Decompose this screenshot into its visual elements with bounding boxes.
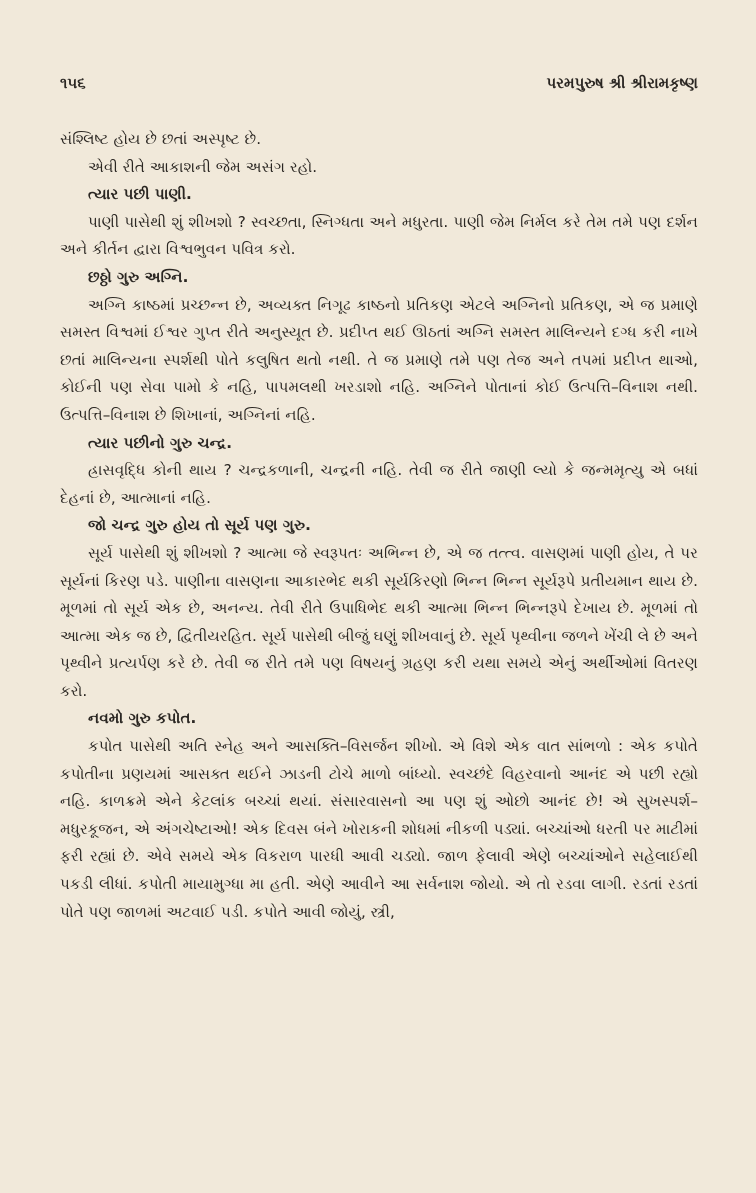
page-body: [60, 126, 698, 926]
section-heading: છઠ્ઠો ગુરુ અગ્નિ.: [88, 267, 189, 286]
section-heading: નવમો ગુરુ કપોત.: [88, 709, 197, 728]
page-number: ૧૫૬: [60, 74, 86, 92]
section-heading: ત્યાર પછીનો ગુરુ ચન્દ્ર.: [88, 433, 232, 452]
paragraph: હ્રાસવૃદ્ધિ કોની થાય ? ચન્દ્રકળાની, ચન્દ્રની નહિ. તેવી જ રીતે જાણી લ્યો કે જન્મમૃત્યુ એ બધાં દેહનાં છે, આત્માનાં નહિ.: [60, 461, 698, 507]
paragraph: એવી રીતે આકાશની જેમ અસંગ રહો.: [88, 157, 318, 176]
section-heading: ત્યાર પછી પાણી.: [88, 185, 192, 204]
paragraph: અગ્નિ કાષ્ઠમાં પ્રચ્છન્ન છે, અવ્યક્ત નિગૂઢ કાષ્ઠનો પ્રતિકણ એટલે અગ્નિનો પ્રતિકણ, એ જ પ્રમાણે સમસ્ત વિશ્વમાં ઈશ્વર ગુપ્ત રીતે અનુસ્યૂત છે. પ્રદીપ્ત થઈ ઊઠતાં અગ્નિ સમસ્ત માલિન્યને દગ્ધ કરી નાખે છતાં માલિન્યના સ્પર્શથી પોતે કલુષિત થતો નથી. તે જ પ્રમાણે તમે પણ તેજ અને તપમાં પ્રદીપ્ત થાઓ, કોઈની પણ સેવા પામો કે નહિ, પાપમલથી ખરડાશો નહિ. અગ્નિને પોતાનાં કોઈ ઉત્પત્તિ–વિનાશ નથી. ઉત્પત્તિ–વિનાશ છે શિખાનાં, અગ્નિનાં નહિ.: [60, 295, 698, 424]
paragraph: સૂર્ય પાસેથી શું શીખશો ? આત્મા જે સ્વરૂપતઃ અભિન્ન છે, એ જ તત્ત્વ. વાસણમાં પાણી હોય, તે પર સૂર્યનાં કિરણ પડે. પાણીના વાસણના આકારભેદ થકી સૂર્યકિરણો ભિન્ન ભિન્ન સૂર્યરૂપે પ્રતીયમાન થાય છે. મૂળમાં તો સૂર્ય એક છે, અનન્ય. તેવી રીતે ઉપાધિભેદ થકી આત્મા ભિન્ન ભિન્નરૂપે દેખાય છે. મૂળમાં તો આત્મા એક જ છે, દ્વિતીયરહિત. સૂર્ય પાસેથી બીજું ઘણું શીખવાનું છે. સૂર્ય પૃથ્વીના જળને ખેંચી લે છે અને પૃથ્વીને પ્રત્યર્પણ કરે છે. તેવી જ રીતે તમે પણ વિષયનું ગ્રહણ કરી યથા સમયે એનું અર્થીઓમાં વિતરણ કરો.: [60, 543, 698, 700]
paragraph: પાણી પાસેથી શું શીખશો ? સ્વચ્છતા, સ્નિગ્ધતા અને મધુરતા. પાણી જેમ નિર્મલ કરે તેમ તમે પણ દર્શન અને કીર્તન દ્વારા વિશ્વભુવન પવિત્ર કરો.: [60, 212, 698, 259]
section-heading: જો ચન્દ્ર ગુરુ હોય તો સૂર્ય પણ ગુરુ.: [88, 516, 311, 535]
paragraph: કપોત પાસેથી અતિ સ્નેહ અને આસક્તિ–વિસર્જન શીખો. એ વિશે એક વાત સાંભળો : એક કપોતે કપોતીના પ્રણયમાં આસક્ત થઈને ઝાડની ટોચે માળો બાંધ્યો. સ્વચ્છંદે વિહરવાનો આનંદ એ પછી રહ્યો નહિ. કાળક્રમે એને કેટલાંક બચ્ચાં થયાં. સંસારવાસનો આ પણ શું ઓછો આનંદ છે! એ સુખસ્પર્શ–મધુરકૂજન, એ અંગચેષ્ટાઓ! એક દિવસ બંને ખોરાકની શોધમાં નીકળી પડ્યાં. બચ્ચાંઓ ધરતી પર માટીમાં ફરી રહ્યાં છે. એવે સમયે એક વિકરાળ પારધી આવી ચડ્યો. જાળ ફેલાવી એણે બચ્ચાંઓને સહેલાઈથી પકડી લીધાં. કપોતી માયામુગ્ધા મા હતી. એણે આવીને આ સર્વનાશ જોયો. એ તો રડવા લાગી. રડતાં રડતાં પોતે પણ જાળમાં અટવાઈ પડી. કપોતે આવી જોયું, સ્ત્રી,: [60, 737, 698, 921]
running-title: પરમપુરુષ શ્રી શ્રીરામકૃષ્ણ: [546, 74, 698, 92]
paragraph: સંશ્લિષ્ટ હોય છે છતાં અસ્પૃષ્ટ છે.: [60, 130, 262, 148]
running-header: [60, 74, 698, 114]
